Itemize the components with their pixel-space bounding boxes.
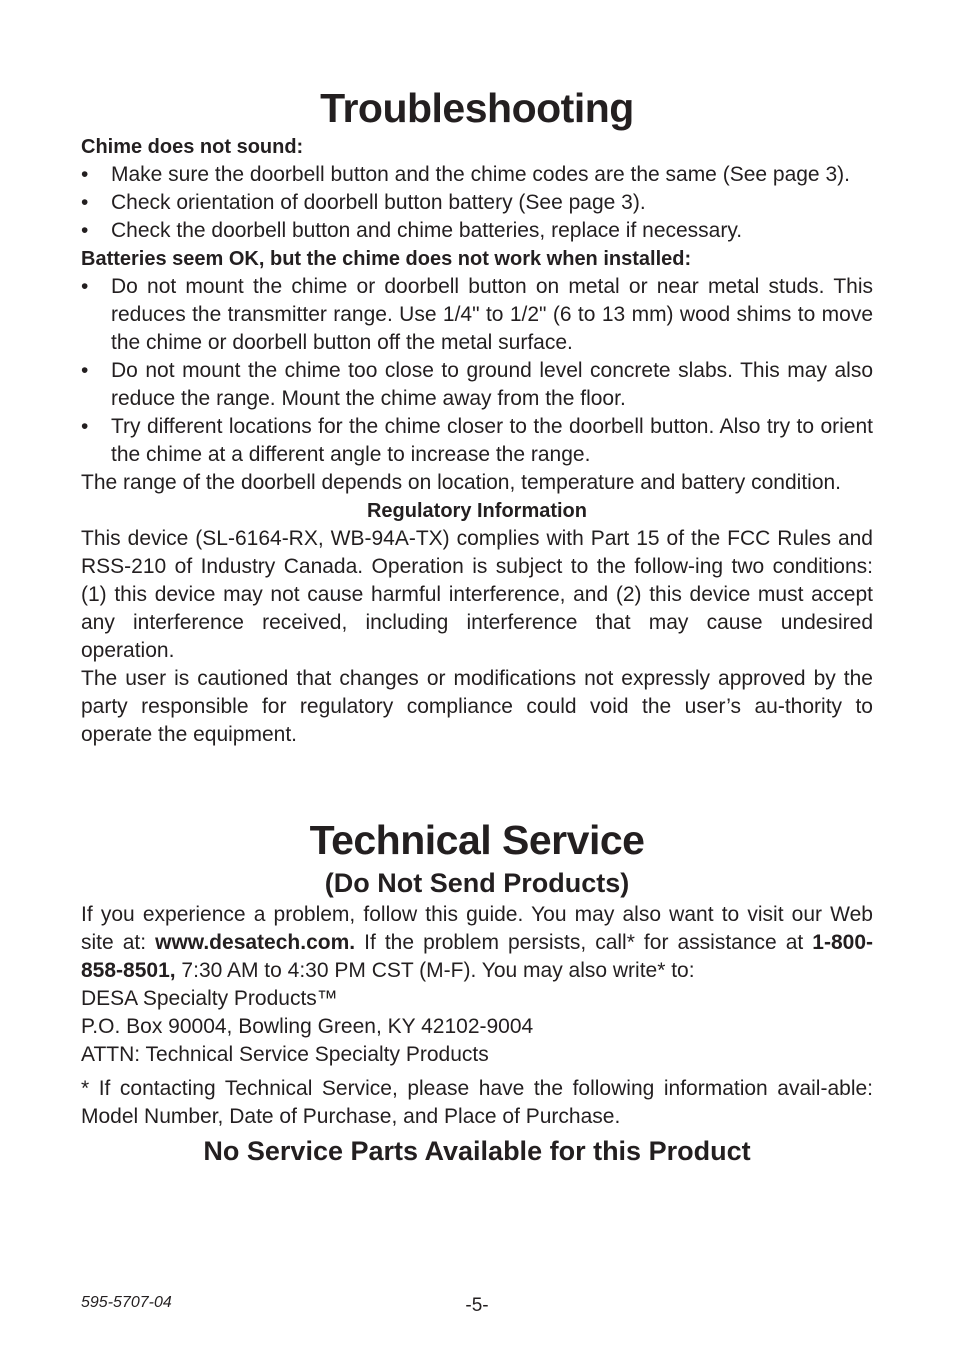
phone-number: 1-800-858-8501, [81, 931, 873, 982]
page-number: -5- [465, 1295, 489, 1316]
batteries-ok-heading: Batteries seem OK, but the chime does not work when installed: [81, 248, 692, 270]
service-footnote: * If contacting Technical Service, please have the following information avail-able: Model Number, Date of Purchase, and Place of Purchase. [81, 1077, 873, 1128]
bullet-icon: • [81, 275, 89, 298]
website-link[interactable]: www.desatech.com. [155, 931, 356, 954]
bullet-icon: • [81, 163, 89, 186]
troubleshooting-title: Troubleshooting [320, 85, 634, 131]
address-line-company: DESA Specialty Products™ [81, 987, 338, 1010]
technical-service-title: Technical Service [309, 817, 645, 863]
bullet-icon: • [81, 359, 89, 382]
range-note: The range of the doorbell depends on location, temperature and battery condition. [81, 471, 842, 494]
list-item: • Check the doorbell button and chime batteries, replace if necessary. [81, 217, 873, 245]
no-service-parts-heading: No Service Parts Available for this Product [203, 1136, 751, 1166]
bullet-icon: • [81, 191, 89, 214]
list-item: • Try different locations for the chime closer to the doorbell button. Also try to orient the chime at a different angle to increase the range. [81, 415, 873, 466]
bullet-icon: • [81, 219, 89, 242]
document-code: 595-5707-04 [81, 1294, 172, 1311]
address-line-attn: ATTN: Technical Service Specialty Products [81, 1043, 489, 1066]
troubleshooting-section-1 [81, 133, 873, 749]
chime-no-sound-heading: Chime does not sound: [81, 136, 304, 158]
list-item: • Do not mount the chime or doorbell button on metal or near metal studs. This reduces the transmitter range. Use 1/4" to 1/2" (6 to 13 mm) wood shims to move the chime or doorbell button off the metal surface. [81, 275, 873, 354]
technical-service-body [81, 901, 873, 1131]
service-intro: If you experience a problem, follow this guide. You may also want to visit our Web site at: www.desatech.com. If the problem persists, call* for assistance at 1-800-858-8501, 7:30 AM to 4:30 PM CST (M-F). You may also write* to: [81, 903, 873, 982]
regulatory-heading: Regulatory Information [366, 500, 587, 522]
list-item: • Make sure the doorbell button and the chime codes are the same (See page 3). [81, 161, 873, 189]
list-item: • Check orientation of doorbell button battery (See page 3). [81, 189, 873, 217]
regulatory-paragraph-1: This device (SL-6164-RX, WB-94A-TX) complies with Part 15 of the FCC Rules and RSS-210 of Industry Canada. Operation is subject to the follow-ing two conditions: (1) this device may not cause harmful interference, and (2) this device must accept any interference received, including interference that may cause undesired operation. [81, 527, 873, 662]
bullet-icon: • [81, 415, 89, 438]
address-line-po-box: P.O. Box 90004, Bowling Green, KY 42102-9004 [81, 1015, 534, 1038]
regulatory-paragraph-2: The user is cautioned that changes or modifications not expressly approved by the party responsible for regulatory compliance could void the user’s au-thority to operate the equipment. [81, 667, 873, 746]
technical-service-subtitle: (Do Not Send Products) [324, 868, 630, 898]
list-item: • Do not mount the chime too close to ground level concrete slabs. This may also reduce the range. Mount the chime away from the floor. [81, 359, 873, 410]
